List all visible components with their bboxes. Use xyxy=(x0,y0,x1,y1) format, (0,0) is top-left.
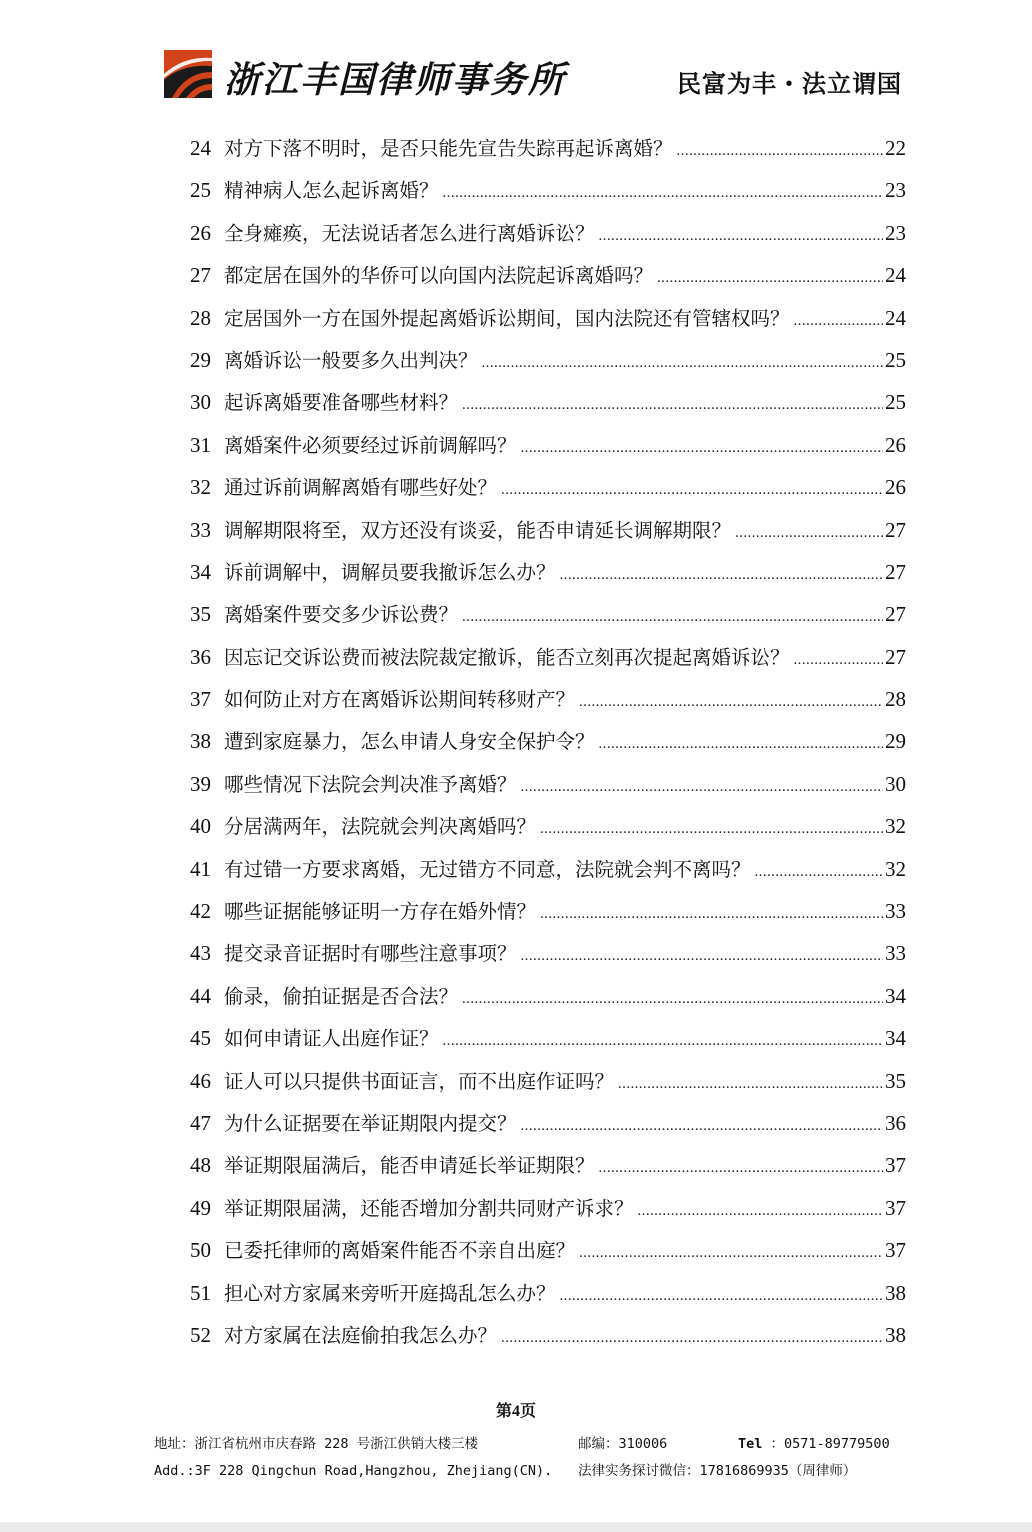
toc-entry-leader xyxy=(579,1232,883,1274)
toc-entry-page: 30 xyxy=(885,771,906,796)
toc-entry-leader xyxy=(794,639,883,681)
toc-entry-page: 32 xyxy=(885,814,906,839)
toc-entry-number: 28 xyxy=(190,305,211,330)
toc-entry-page: 24 xyxy=(885,305,906,330)
toc-entry-page: 37 xyxy=(885,1238,906,1263)
toc-entry-leader xyxy=(443,1020,883,1062)
toc-entry[interactable] xyxy=(190,763,906,805)
toc-entry-number: 52 xyxy=(190,1322,211,1347)
toc-entry[interactable] xyxy=(190,1017,906,1059)
toc-entry-number: 48 xyxy=(190,1153,211,1178)
toc-entry-title: 对方下落不明时，是否只能先宣告失踪再起诉离婚？ xyxy=(224,137,673,160)
toc-entry-page: 29 xyxy=(885,729,906,754)
toc-entry-title: 离婚案件必须要经过诉前调解吗？ xyxy=(224,433,517,457)
toc-entry-leader xyxy=(443,172,883,214)
toc-entry[interactable] xyxy=(190,678,906,720)
toc-entry-title: 离婚案件要交多少诉讼费？ xyxy=(224,603,459,627)
toc-entry-title: 举证期限届满，还能否增加分割共同财产诉求？ xyxy=(224,1196,634,1220)
toc-entry[interactable] xyxy=(190,1187,906,1229)
toc-entry[interactable] xyxy=(190,1060,906,1102)
toc-entry-page: 25 xyxy=(885,347,906,372)
toc-entry-page: 27 xyxy=(885,602,906,627)
toc-entry-page: 22 xyxy=(885,136,906,160)
toc-entry-title: 遭到家庭暴力，怎么申请人身安全保护令？ xyxy=(224,730,595,754)
toc-entry-title: 举证期限届满后，能否申请延长举证期限？ xyxy=(224,1154,595,1178)
toc-entry-title: 提交录音证据时有哪些注意事项？ xyxy=(224,942,517,966)
toc-entry[interactable] xyxy=(190,1272,906,1314)
toc-entry[interactable] xyxy=(190,848,906,890)
toc-entry[interactable] xyxy=(190,254,906,296)
toc-entry-title: 哪些情况下法院会判决准予离婚？ xyxy=(224,772,517,796)
toc-entry-page: 26 xyxy=(885,475,906,500)
toc-entry-title: 起诉离婚要准备哪些材料？ xyxy=(224,391,459,415)
toc-entry-number: 49 xyxy=(190,1195,211,1220)
toc-entry-page: 38 xyxy=(885,1322,906,1347)
toc-entry[interactable] xyxy=(190,975,906,1017)
toc-entry-title: 偷录，偷拍证据是否合法？ xyxy=(224,984,459,1008)
toc-entry-title: 已委托律师的离婚案件能否不亲自出庭？ xyxy=(224,1239,576,1263)
toc-entry-page: 28 xyxy=(885,687,906,712)
toc-entry-number: 30 xyxy=(190,390,211,415)
toc-entry-number: 47 xyxy=(190,1110,211,1135)
toc-entry-title: 分居满两年，法院就会判决离婚吗？ xyxy=(224,815,537,839)
toc-entry-page: 25 xyxy=(885,390,906,415)
toc-entry-page: 36 xyxy=(885,1110,906,1135)
footer-contact-line-2 xyxy=(154,1459,856,1479)
footer-tel-label: Tel xyxy=(738,1436,763,1452)
toc-entry-number: 33 xyxy=(190,517,211,542)
toc-entry-leader xyxy=(638,1190,883,1232)
toc-entry-leader xyxy=(755,851,883,893)
toc-entry[interactable] xyxy=(190,805,906,847)
toc-entry-leader xyxy=(735,512,883,554)
toc-entry-number: 45 xyxy=(190,1026,211,1051)
toc-entry-leader xyxy=(540,893,883,935)
toc-entry-page: 34 xyxy=(885,983,906,1008)
toc-entry-title: 有过错一方要求离婚，无过错方不同意，法院就会判不离吗？ xyxy=(224,857,751,881)
toc-entry-title: 诉前调解中，调解员要我撤诉怎么办？ xyxy=(224,560,556,584)
toc-entry-number: 44 xyxy=(190,983,211,1008)
footer-tel xyxy=(738,1432,890,1452)
toc-entry-leader xyxy=(677,130,883,172)
toc-entry[interactable] xyxy=(190,720,906,762)
toc-entry-number: 42 xyxy=(190,899,211,924)
toc-entry-page: 34 xyxy=(885,1026,906,1051)
table-of-contents xyxy=(190,127,906,1356)
firm-motto: 民富为丰・法立谓国 xyxy=(677,69,902,98)
footer-wechat: 法律实务探讨微信：17816869935（周律师） xyxy=(578,1463,857,1479)
toc-entry-title: 为什么证据要在举证期限内提交？ xyxy=(224,1111,517,1135)
toc-entry-number: 29 xyxy=(190,347,211,372)
toc-entry[interactable] xyxy=(190,381,906,423)
toc-entry-leader xyxy=(521,1105,883,1147)
toc-entry-leader xyxy=(599,723,883,765)
toc-entry-number: 25 xyxy=(190,178,211,203)
toc-entry-leader xyxy=(560,554,883,596)
toc-entry[interactable] xyxy=(190,890,906,932)
toc-entry-title: 通过诉前调解离婚有哪些好处？ xyxy=(224,476,498,500)
toc-entry-title: 如何防止对方在离婚诉讼期间转移财产？ xyxy=(224,688,576,712)
toc-entry[interactable] xyxy=(190,424,906,466)
footer-address-en: Add.:3F 228 Qingchun Road,Hangzhou, Zhejiang(CN). xyxy=(154,1463,553,1479)
toc-entry[interactable] xyxy=(190,212,906,254)
page-number: 第4页 xyxy=(495,1403,536,1420)
toc-entry-leader xyxy=(501,1317,883,1359)
toc-entry-title: 精神病人怎么起诉离婚？ xyxy=(224,179,439,203)
toc-entry-number: 31 xyxy=(190,432,211,457)
toc-entry-leader xyxy=(521,427,883,469)
toc-entry-number: 36 xyxy=(190,644,211,669)
footer-tel-value: ：0571-89779500 xyxy=(770,1436,890,1452)
toc-entry-title: 哪些证据能够证明一方存在婚外情？ xyxy=(224,900,537,924)
toc-entry-page: 37 xyxy=(885,1153,906,1178)
toc-entry-number: 24 xyxy=(190,136,211,160)
toc-entry[interactable] xyxy=(190,636,906,678)
toc-entry-title: 离婚诉讼一般要多久出判决？ xyxy=(224,348,478,372)
toc-entry-title: 全身瘫痪，无法说话者怎么进行离婚诉讼？ xyxy=(224,221,595,245)
toc-entry-title: 担心对方家属来旁听开庭捣乱怎么办？ xyxy=(224,1281,556,1305)
toc-entry-number: 39 xyxy=(190,771,211,796)
toc-entry-leader xyxy=(521,766,883,808)
toc-entry-title: 如何申请证人出庭作证？ xyxy=(224,1027,439,1051)
toc-entry-title: 都定居在国外的华侨可以向国内法院起诉离婚吗？ xyxy=(224,264,654,288)
firm-logo-icon xyxy=(164,50,212,98)
toc-entry-leader xyxy=(501,469,883,511)
toc-entry-leader xyxy=(579,681,883,723)
footer-postcode: 邮编：310006 xyxy=(578,1436,668,1452)
toc-entry-page: 37 xyxy=(885,1195,906,1220)
toc-entry[interactable] xyxy=(190,1102,906,1144)
footer-address-cn: 地址：浙江省杭州市庆春路 228 号浙江供销大楼三楼 xyxy=(154,1436,479,1452)
toc-entry-leader xyxy=(521,935,883,977)
toc-entry-page: 33 xyxy=(885,941,906,966)
toc-entry-number: 32 xyxy=(190,475,211,500)
toc-entry-page: 35 xyxy=(885,1068,906,1093)
footer-contact-line-1 xyxy=(154,1432,890,1452)
toc-entry-number: 34 xyxy=(190,559,211,584)
toc-entry-title: 调解期限将至，双方还没有谈妥，能否申请延长调解期限？ xyxy=(224,518,732,542)
toc-entry[interactable] xyxy=(190,593,906,635)
toc-entry-leader xyxy=(657,257,883,299)
toc-entry-number: 27 xyxy=(190,263,211,288)
toc-entry-number: 37 xyxy=(190,687,211,712)
toc-entry[interactable] xyxy=(190,1144,906,1186)
page-edge xyxy=(0,1522,1032,1532)
toc-entry-number: 35 xyxy=(190,602,211,627)
toc-entry-title: 证人可以只提供书面证言，而不出庭作证吗？ xyxy=(224,1069,615,1093)
toc-entry-page: 23 xyxy=(885,178,906,203)
toc-entry-number: 50 xyxy=(190,1238,211,1263)
toc-entry-title: 定居国外一方在国外提起离婚诉讼期间，国内法院还有管辖权吗？ xyxy=(224,306,790,330)
toc-entry[interactable] xyxy=(190,509,906,551)
toc-entry-page: 23 xyxy=(885,220,906,245)
toc-entry-leader xyxy=(540,808,883,850)
toc-entry-page: 32 xyxy=(885,856,906,881)
toc-entry-page: 24 xyxy=(885,263,906,288)
toc-entry-number: 38 xyxy=(190,729,211,754)
toc-entry-number: 41 xyxy=(190,856,211,881)
toc-entry-leader xyxy=(560,1275,883,1317)
toc-entry-page: 27 xyxy=(885,517,906,542)
toc-entry-number: 40 xyxy=(190,814,211,839)
toc-entry[interactable] xyxy=(190,551,906,593)
toc-entry-leader xyxy=(794,300,883,342)
toc-entry-leader xyxy=(462,596,883,638)
toc-entry-leader xyxy=(618,1063,883,1105)
toc-entry[interactable] xyxy=(190,932,906,974)
toc-entry-leader xyxy=(599,1147,883,1189)
toc-entry-leader xyxy=(462,384,883,426)
toc-entry[interactable] xyxy=(190,297,906,339)
toc-entry-leader xyxy=(599,215,883,257)
page-header xyxy=(160,44,910,104)
toc-entry-number: 43 xyxy=(190,941,211,966)
toc-entry-page: 33 xyxy=(885,899,906,924)
toc-entry[interactable] xyxy=(190,466,906,508)
firm-name: 浙江丰国律师事务所 xyxy=(224,59,567,101)
toc-entry-page: 26 xyxy=(885,432,906,457)
toc-entry-leader xyxy=(462,978,883,1020)
toc-entry[interactable] xyxy=(190,1314,906,1356)
toc-entry[interactable] xyxy=(190,169,906,211)
toc-entry[interactable] xyxy=(190,339,906,381)
toc-entry-leader xyxy=(482,342,883,384)
toc-entry-number: 26 xyxy=(190,220,211,245)
toc-entry-title: 对方家属在法庭偷拍我怎么办？ xyxy=(224,1323,498,1347)
toc-entry-title: 因忘记交诉讼费而被法院裁定撤诉，能否立刻再次提起离婚诉讼？ xyxy=(224,645,790,669)
toc-entry-number: 51 xyxy=(190,1280,211,1305)
toc-entry[interactable] xyxy=(190,127,906,169)
toc-entry-page: 38 xyxy=(885,1280,906,1305)
toc-entry[interactable] xyxy=(190,1229,906,1271)
toc-entry-page: 27 xyxy=(885,559,906,584)
toc-entry-number: 46 xyxy=(190,1068,211,1093)
toc-entry-page: 27 xyxy=(885,644,906,669)
